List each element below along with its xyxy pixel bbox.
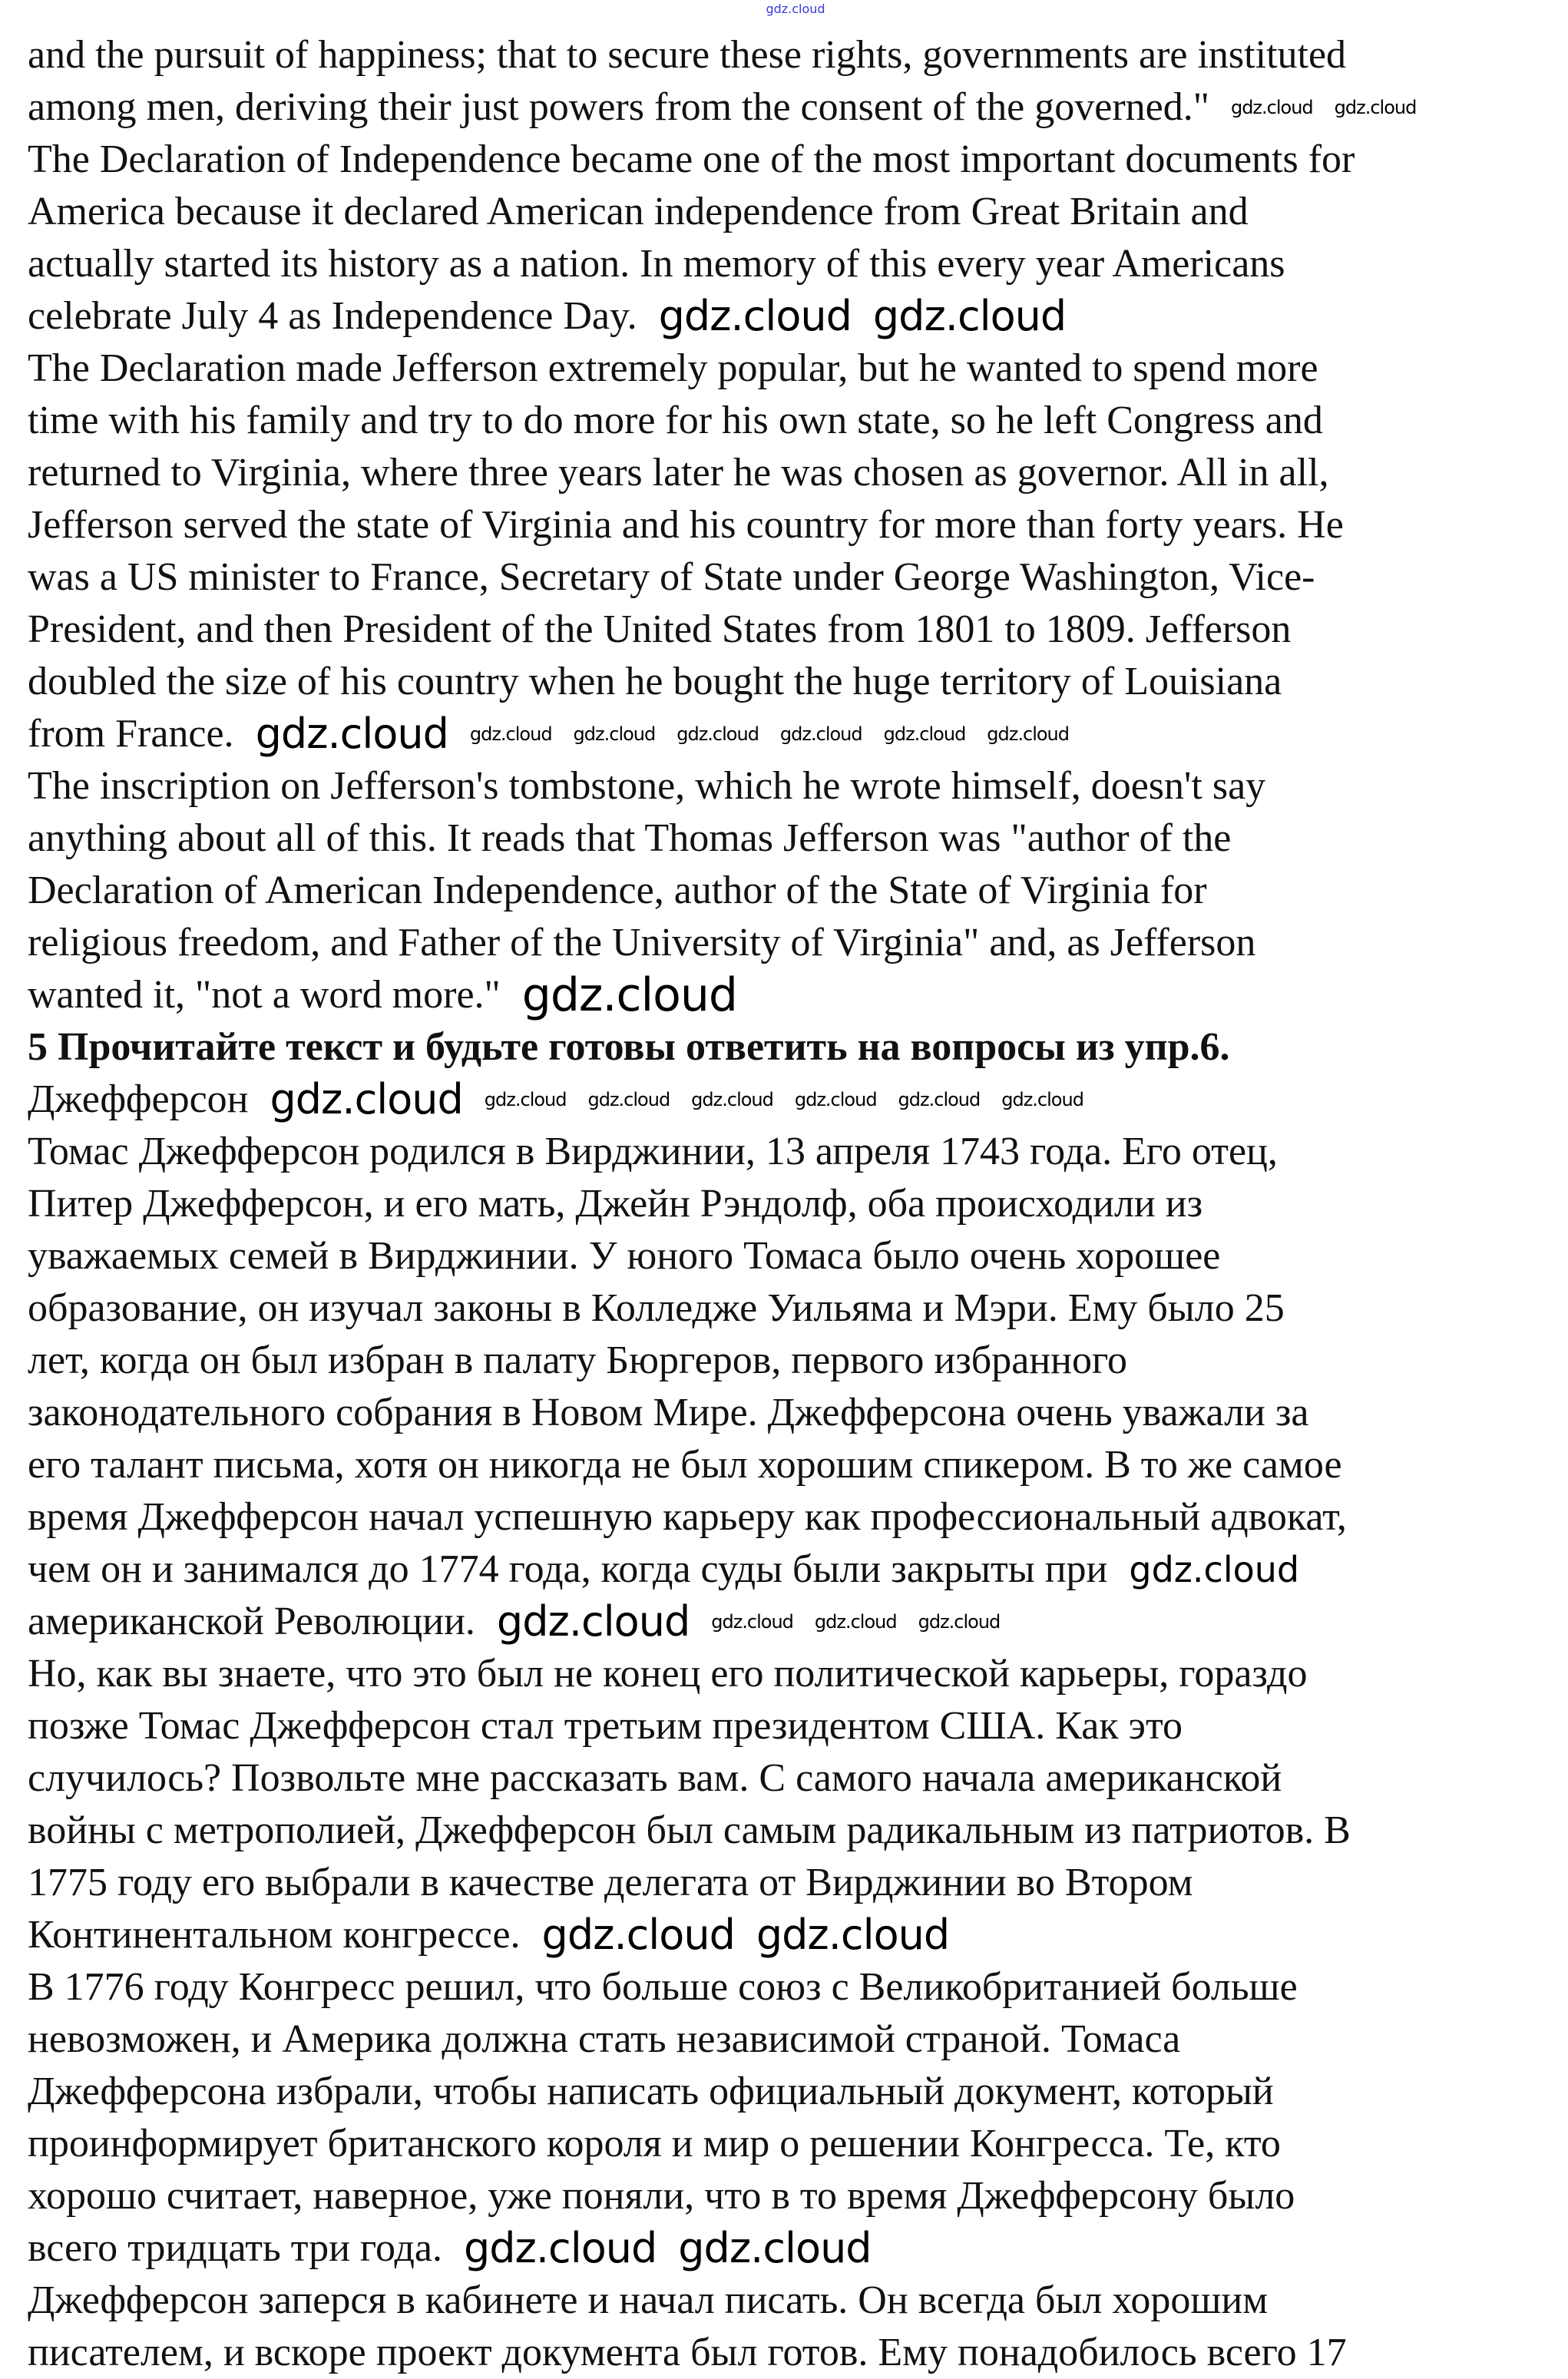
watermark: gdz.cloud [987,723,1069,745]
watermark: gdz.cloud [469,723,552,745]
line-text: actually started its history as a nation. In memory of this every year Americans [28,242,1285,286]
text-line [28,1387,1416,1439]
line-text: Питер Джефферсон, и его мать, Джейн Рэндолф, оба происходили из [28,1182,1203,1226]
line-text: Джефферсон заперся в кабинете и начал писать. Он всегда был хорошим [28,2278,1269,2322]
watermark: gdz.cloud [463,2224,657,2272]
line-text: America because it declared American independence from Great Britain and [28,190,1249,233]
text-line [28,2170,1416,2222]
watermark: gdz.cloud [898,1089,981,1110]
line-text: Jefferson served the state of Virginia and his country for more than forty years. He [28,503,1344,547]
line-text: doubled the size of his country when he bought the huge territory of Louisiana [28,660,1282,703]
line-text: religious freedom, and Father of the University of Virginia" and, as Jefferson [28,921,1256,965]
text-line [28,2222,1416,2275]
watermark: gdz.cloud [496,1597,690,1646]
watermark: gdz.cloud [521,968,737,1022]
text-line [28,917,1416,969]
text-line [28,969,1416,1021]
text-line [28,1074,1416,1126]
text-line [28,1909,1416,1961]
watermark: gdz.cloud [918,1611,1001,1633]
text-line [28,395,1416,447]
text-line [28,238,1416,290]
line-text: американской Революции. [28,1600,475,1643]
watermark: gdz.cloud [691,1089,773,1110]
watermark: gdz.cloud [883,723,966,745]
text-line [28,1439,1416,1491]
line-text: among men, deriving their just powers from the consent of the governed." [28,85,1209,129]
line-text: писателем, и вскоре проект документа был готов. Ему понадобилось всего 17 [28,2331,1347,2374]
line-text: Джефферсона избрали, чтобы написать официальный документ, который [28,2070,1274,2113]
text-line [28,1596,1416,1648]
watermark: gdz.cloud [794,1089,877,1110]
text-line [28,1700,1416,1752]
watermark: gdz.cloud [814,1611,897,1633]
text-line [28,2275,1416,2327]
watermark: gdz.cloud [1001,1089,1083,1110]
line-text: The inscription on Jefferson's tombstone, which he wrote himself, doesn't say [28,764,1266,808]
text-line [28,499,1416,551]
text-line [28,29,1416,81]
text-line [28,134,1416,186]
text-line [28,1491,1416,1544]
line-text: celebrate July 4 as Independence Day. [28,294,637,338]
text-line [28,551,1416,604]
text-line [28,186,1416,238]
text-line [28,2118,1416,2170]
text-line [28,1544,1416,1596]
watermark: gdz.cloud [1334,97,1417,118]
line-text: образование, он изучал законы в Колледже Уильяма и Мэри. Ему было 25 [28,1286,1285,1330]
text-line [28,290,1416,342]
text-line [28,1282,1416,1335]
watermark: gdz.cloud [676,723,759,745]
text-line [28,447,1416,499]
document-text [28,29,1416,2379]
line-text: 5 Прочитайте текст и будьте готовы ответить на вопросы из упр.6. [28,1025,1230,1069]
line-text: anything about all of this. It reads that Thomas Jefferson was "author of the [28,816,1232,860]
line-text: time with his family and try to do more for his own state, so he left Congress and [28,399,1323,442]
watermark: gdz.cloud [1129,1549,1300,1590]
line-text: and the pursuit of happiness; that to secure these rights, governments are instituted [28,33,1347,77]
watermark: gdz.cloud [587,1089,670,1110]
line-text: В 1776 году Конгресс решил, что больше союз с Великобританией больше [28,1965,1298,2009]
text-line [28,708,1416,760]
line-text: The Declaration made Jefferson extremely popular, but he wanted to spend more [28,346,1318,390]
text-line [28,1805,1416,1857]
line-text: Континентальном конгрессе. [28,1913,521,1957]
line-text: Declaration of American Independence, author of the State of Virginia for [28,869,1207,912]
watermark: gdz.cloud [711,1611,793,1633]
line-text: законодательного собрания в Новом Мире. Джефферсона очень уважали за [28,1391,1309,1434]
text-line [28,1335,1416,1387]
text-line [28,760,1416,812]
line-text: уважаемых семей в Вирджинии. У юного Томаса было очень хорошее [28,1234,1221,1278]
text-line [28,865,1416,917]
text-line [28,656,1416,708]
watermark: gdz.cloud [484,1089,567,1110]
line-text: from France. [28,712,234,756]
watermark: gdz.cloud [872,292,1067,340]
line-text: чем он и занимался до 1774 года, когда суды были закрыты при [28,1547,1108,1591]
line-text: President, and then President of the United States from 1801 to 1809. Jefferson [28,607,1292,651]
line-text: проинформирует британского короля и мир о решении Конгресса. Те, кто [28,2122,1281,2166]
watermark: gdz.cloud [1230,97,1313,118]
text-line [28,812,1416,865]
line-text: wanted it, "not a word more." [28,973,501,1017]
text-line [28,1126,1416,1178]
line-text: войны с метрополией, Джефферсон был самым радикальным из патриотов. В [28,1808,1351,1852]
line-text: Джефферсон [28,1077,249,1121]
watermark: gdz.cloud [658,292,852,340]
text-line [28,81,1416,134]
watermark: gdz.cloud [541,1911,735,1959]
text-line [28,604,1416,656]
line-text: всего тридцать три года. [28,2226,442,2270]
text-line [28,1857,1416,1909]
watermark: gdz.cloud [255,710,448,758]
watermark: gdz.cloud [678,2224,872,2272]
text-line [28,1961,1416,2013]
line-text: Томас Джефферсон родился в Вирджинии, 13 апреля 1743 года. Его отец, [28,1130,1278,1173]
text-line [28,2327,1416,2379]
line-text: returned to Virginia, where three years later he was chosen as governor. All in all, [28,451,1329,495]
line-text: лет, когда он был избран в палату Бюргеров, первого избранного [28,1338,1128,1382]
text-line [28,1648,1416,1700]
watermark: gdz.cloud [573,723,656,745]
watermark: gdz.cloud [270,1075,463,1123]
text-line [28,2066,1416,2118]
line-text: случилось? Позвольте мне рассказать вам. С самого начала американской [28,1756,1282,1800]
text-line [28,1752,1416,1805]
line-text: хорошо считает, наверное, уже поняли, что в то время Джефферсону было [28,2174,1295,2218]
line-text: Но, как вы знаете, что это был не конец его политической карьеры, гораздо [28,1652,1308,1696]
text-line [28,342,1416,395]
line-text: The Declaration of Independence became one of the most important documents for [28,137,1355,181]
watermark: gdz.cloud [766,2,825,16]
watermark: gdz.cloud [756,1911,950,1959]
text-line [28,1230,1416,1282]
text-line [28,1178,1416,1230]
line-text: время Джефферсон начал успешную карьеру как профессиональный адвокат, [28,1495,1347,1539]
line-text: позже Томас Джефферсон стал третьим президентом США. Как это [28,1704,1183,1748]
line-text: 1775 году его выбрали в качестве делегата от Вирджинии во Втором [28,1861,1193,1904]
line-text: его талант письма, хотя он никогда не был хорошим спикером. В то же самое [28,1443,1342,1487]
text-line [28,2013,1416,2066]
watermark: gdz.cloud [779,723,862,745]
line-text: невозможен, и Америка должна стать независимой страной. Томаса [28,2017,1181,2061]
line-text: was a US minister to France, Secretary of State under George Washington, Vice- [28,555,1315,599]
exercise-heading [28,1021,1416,1074]
